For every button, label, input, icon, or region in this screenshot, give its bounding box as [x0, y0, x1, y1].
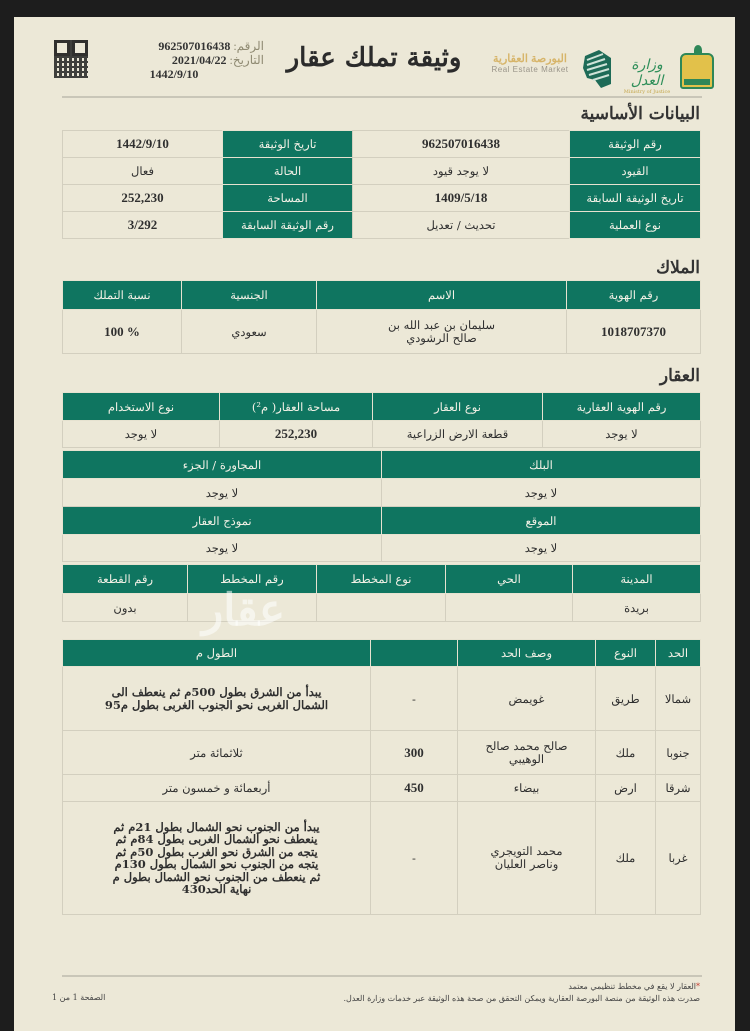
property-type: قطعة الارض الزراعية: [373, 421, 543, 448]
boundary-type: طريق: [596, 667, 656, 731]
table-header-row: [63, 393, 701, 421]
owner-share: % 100: [63, 310, 182, 354]
column-header: الموقع: [382, 507, 701, 535]
qr-code[interactable]: [54, 40, 88, 78]
table-row: [63, 479, 701, 507]
property-id: لا يوجد: [543, 421, 701, 448]
boundary-length: 300: [371, 731, 458, 775]
value-previous-number: 3/292: [63, 212, 223, 239]
column-header: وصف الحد: [458, 640, 596, 667]
table-header-row: [63, 565, 701, 594]
value-restrictions: لا يوجد قيود: [353, 158, 570, 185]
ministry-name-en: Ministry of Justice: [623, 89, 671, 95]
property-area: 252,230: [220, 421, 373, 448]
header-divider: [62, 96, 702, 98]
footer-notes: [280, 981, 700, 1005]
table-row: [63, 594, 701, 622]
column-header: رقم الهوية: [567, 281, 701, 310]
column-header: البلك: [382, 451, 701, 479]
table-row: [63, 310, 701, 354]
label-status: الحالة: [223, 158, 353, 185]
column-header: الحد: [656, 640, 701, 667]
column-header: رقم القطعة: [63, 565, 188, 594]
boundary-length: 450: [371, 775, 458, 802]
number-label: الرقم:: [233, 39, 264, 53]
city-value: بريدة: [573, 594, 701, 622]
table-row: [63, 421, 701, 448]
table-header-row: [63, 640, 701, 667]
page-title: وثيقة تملك عقار: [286, 43, 462, 73]
column-header: النوع: [596, 640, 656, 667]
table-row: [63, 667, 701, 731]
boundary-length-text: أربعمائة و خمسون متر: [63, 775, 371, 802]
neighborhood-part-value: لا يوجد: [63, 479, 382, 507]
boundary-description: غويمض: [458, 667, 596, 731]
plan-table: [62, 564, 701, 622]
owners-table: [62, 280, 701, 354]
property-table: [62, 392, 701, 448]
label-restrictions: القيود: [570, 158, 701, 185]
column-header: الاسم: [317, 281, 567, 310]
column-header: المدينة: [573, 565, 701, 594]
boundary-description: محمد التويجري وناصر العليان: [458, 802, 596, 915]
boundary-length-text: يبدأ من الجنوب نحو الشمال بطول 21م ثم ينعطف نحو الشمال الغربى بطول 84م ثم يتجه من الشرق نحو الغرب بطول 50م ثم يتجه من الجنوب نحو الشمال بطول 130م ثم ينعطف من الجنوب نحو الشمال بطول م نهاية الحد430: [63, 802, 371, 915]
column-header: [371, 640, 458, 667]
ministry-name: وزارة العدل: [630, 57, 664, 89]
table-row: [63, 158, 701, 185]
boundary-length: -: [371, 667, 458, 731]
value-operation-type: تحديث / تعديل: [353, 212, 570, 239]
label-previous-date: تاريخ الوثيقة السابقة: [570, 185, 701, 212]
date-label: التاريخ:: [229, 53, 264, 67]
footer-divider: [62, 975, 702, 977]
date-gregorian: 2021/04/22: [171, 53, 227, 67]
real-estate-market-icon: [581, 50, 615, 88]
boundary-description: صالح محمد صالح الوهيبي: [458, 731, 596, 775]
number-value: 962507016438: [158, 39, 231, 53]
document-page: [14, 17, 735, 1031]
column-header: نوع العقار: [373, 393, 543, 421]
owner-id: 1018707370: [567, 310, 701, 354]
boundary-length: -: [371, 802, 458, 915]
document-meta: [114, 39, 264, 81]
value-document-number: 962507016438: [353, 131, 570, 158]
column-header: مساحة العقار( م²): [220, 393, 373, 421]
value-status: فعال: [63, 158, 223, 185]
column-header: نوع الاستخدام: [63, 393, 220, 421]
plan-type-value: [317, 594, 446, 622]
column-header: الطول م: [63, 640, 371, 667]
owner-name: سليمان بن عبد الله بن صالح الرشودي: [317, 310, 567, 354]
ministry-of-justice-logo: [622, 57, 672, 95]
table-row: [63, 731, 701, 775]
label-operation-type: نوع العملية: [570, 212, 701, 239]
column-header: نموذج العقار: [63, 507, 382, 535]
real-estate-market-logo: [480, 52, 580, 74]
boundary-type: ملك: [596, 802, 656, 915]
plan-number-value: [188, 594, 317, 622]
boundary-side: غربا: [656, 802, 701, 915]
section-title-owners: الملاك: [656, 258, 700, 278]
logo-text-ar: البورصة العقارية: [493, 53, 567, 65]
boundary-type: ملك: [596, 731, 656, 775]
value-document-date: 1442/9/10: [63, 131, 223, 158]
boundary-length-text: ثلاثمائة متر: [63, 731, 371, 775]
label-document-date: تاريخ الوثيقة: [223, 131, 353, 158]
location-value: لا يوجد: [382, 535, 701, 562]
boundary-side: شمالا: [656, 667, 701, 731]
page-number: الصفحة 1 من 1: [52, 993, 106, 1002]
watermark-text: عقار: [202, 586, 286, 635]
basic-data-table: [62, 130, 701, 239]
table-header-row: [63, 451, 701, 479]
owner-nationality: سعودي: [182, 310, 317, 354]
parcel-number-value: بدون: [63, 594, 188, 622]
boundary-length-text: يبدأ من الشرق بطول 500م ثم ينعطف الى الشمال الغربى نحو الجنوب الغربى بطول م95: [63, 667, 371, 731]
value-previous-date: 1409/5/18: [353, 185, 570, 212]
block-table: [62, 450, 701, 562]
table-header-row: [63, 507, 701, 535]
section-title-basic-data: البيانات الأساسية: [580, 104, 700, 124]
boundary-side: جنوبا: [656, 731, 701, 775]
asterisk-icon: *: [696, 982, 700, 991]
section-title-property: العقار: [659, 366, 700, 386]
boundary-description: بيضاء: [458, 775, 596, 802]
date-hijri: 1442/9/10: [149, 67, 199, 81]
value-area: 252,230: [63, 185, 223, 212]
label-area: المساحة: [223, 185, 353, 212]
boundary-type: ارض: [596, 775, 656, 802]
column-header: الحي: [446, 565, 573, 594]
block-value: لا يوجد: [382, 479, 701, 507]
boundary-side: شرقا: [656, 775, 701, 802]
table-row: [63, 185, 701, 212]
logo-text-en: Real Estate Market: [491, 65, 569, 74]
property-usage: لا يوجد: [63, 421, 220, 448]
table-header-row: [63, 281, 701, 310]
column-header: رقم المخطط: [188, 565, 317, 594]
column-header: الجنسية: [182, 281, 317, 310]
saudi-emblem-icon: [680, 53, 714, 89]
label-previous-number: رقم الوثيقة السابقة: [223, 212, 353, 239]
column-header: رقم الهوية العقارية: [543, 393, 701, 421]
column-header: نسبة التملك: [63, 281, 182, 310]
district-value: [446, 594, 573, 622]
column-header: نوع المخطط: [317, 565, 446, 594]
label-document-number: رقم الوثيقة: [570, 131, 701, 158]
column-header: المجاورة / الجزء: [63, 451, 382, 479]
boundaries-table: [62, 639, 701, 915]
property-model-value: لا يوجد: [63, 535, 382, 562]
table-row: [63, 535, 701, 562]
table-row: [63, 775, 701, 802]
table-row: [63, 131, 701, 158]
footer-note-1: العقار لا يقع في مخطط تنظيمي معتمد: [568, 982, 696, 991]
table-row: [63, 802, 701, 915]
footer-note-2: صدرت هذه الوثيقة من منصة البورصة العقارية ويمكن التحقق من صحة هذه الوثيقة عبر خدمات وزارة العدل.: [343, 994, 700, 1003]
table-row: [63, 212, 701, 239]
